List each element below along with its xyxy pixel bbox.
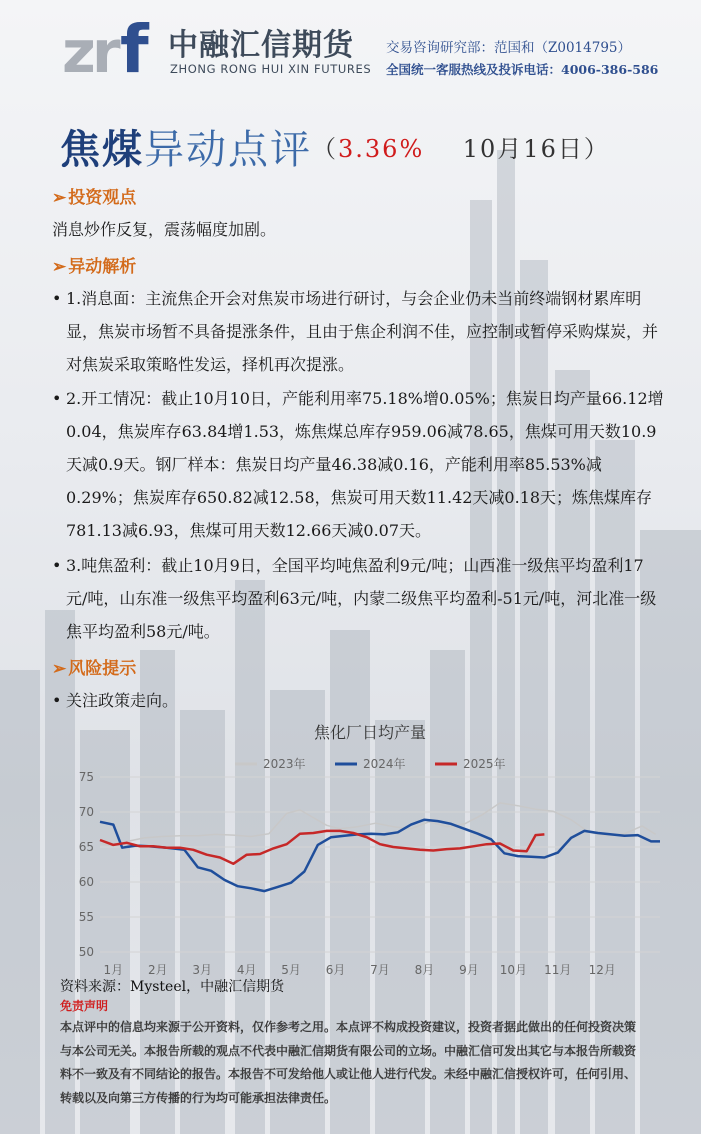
bullet-dot-icon: • (52, 289, 62, 308)
y-tick-label: 65 (78, 840, 94, 854)
dept-contact: 交易咨询研究部：范国和（Z0014795） (386, 40, 632, 56)
x-tick-label: 11月 (544, 963, 572, 977)
arrow-icon: ➢ (52, 257, 67, 277)
legend-label: 2025年 (463, 757, 506, 771)
title-rest: 异动点评 (144, 127, 312, 173)
x-tick-label: 2月 (147, 963, 168, 977)
section-analysis-head: ➢ 异动解析 (52, 257, 137, 277)
analysis-bullet-1: • 1.消息面：主流焦企开会对焦炭市场进行研讨，与会企业仍未当前终端钢材累库明显，焦炭市场暂不具备提涨条件，且由于焦企利润不佳，应控制或暂停采购煤炭，并对焦炭采取策略性发运，择机再次提涨。 (52, 282, 664, 381)
x-tick-label: 9月 (459, 963, 479, 977)
x-tick-label: 3月 (192, 963, 213, 977)
title-close-paren: ） (583, 135, 610, 163)
title-open-paren: （ (312, 135, 338, 163)
svg-text:f: f (120, 12, 149, 78)
y-tick-label: 75 (78, 770, 94, 784)
x-tick-label: 4月 (236, 963, 257, 977)
y-tick-label: 60 (78, 875, 94, 889)
x-tick-label: 10月 (499, 963, 527, 977)
section-view-head: ➢ 投资观点 (52, 188, 137, 208)
bullet-dot-icon: • (52, 691, 62, 710)
chart-svg (60, 712, 680, 982)
arrow-icon: ➢ (52, 659, 67, 679)
series-line (100, 820, 660, 891)
title-product: 焦煤 (60, 127, 144, 173)
y-tick-label: 55 (78, 910, 94, 924)
x-tick-label: 7月 (370, 963, 390, 977)
svg-text:r: r (92, 18, 121, 78)
legend-label: 2024年 (363, 757, 406, 771)
production-chart (60, 712, 680, 982)
x-tick-label: 8月 (414, 963, 435, 977)
series-line (100, 803, 656, 846)
disclaimer-title: 免责声明 (60, 999, 109, 1013)
arrow-icon: ➢ (52, 188, 67, 208)
risk-bullet: • 关注政策走向。 (52, 684, 664, 717)
hotline: 全国统一客服热线及投诉电话：4006-386-586 (386, 62, 659, 77)
y-tick-label: 70 (78, 805, 94, 819)
legend-label: 2023年 (263, 757, 306, 771)
bullet-dot-icon: • (52, 389, 62, 408)
x-tick-label: 5月 (281, 963, 301, 977)
disclaimer-text: 本点评中的信息均来源于公开资料，仅作参考之用。本点评不构成投资建议，投资者据此做出的任何投资决策与本公司无关。本报告所载的观点不代表中融汇信期货有限公司的立场。中融汇信可发出其它与本报告所载资料不一致及有不同结论的报告。本报告不可发给他人或让他人进行代发。未经中融汇信授权许可，任何引用、转载以及向第三方传播的行为均可能承担法律责任。 (60, 1020, 637, 1105)
company-logo-icon (62, 12, 158, 78)
section-risk-head: ➢ 风险提示 (52, 659, 137, 679)
bullet-dot-icon: • (52, 556, 62, 575)
analysis-bullet-3: • 3.吨焦盈利：截止10月9日，全国平均吨焦盈利9元/吨；山西准一级焦平均盈利17元/吨，山东准一级焦平均盈利63元/吨，内蒙二级焦平均盈利-51元/吨，河北准一级焦平均盈利58元/吨。 (52, 549, 664, 648)
chart-title: 焦化厂日均产量 (313, 723, 426, 742)
title-date: 10月16日 (462, 135, 584, 163)
source-note: 资料来源：Mysteel，中融汇信期货 (60, 979, 285, 995)
x-tick-label: 6月 (325, 963, 346, 977)
svg-text:z: z (62, 18, 96, 78)
x-tick-label: 12月 (588, 963, 616, 977)
analysis-bullet-2: • 2.开工情况：截止10月10日，产能利用率75.18%增0.05%；焦炭日均产量66.12增0.04，焦炭库存63.84增1.53，炼焦煤总库存959.06减78.65，焦煤可用天数10.9天减0.9天。钢厂样本：焦炭日均产量46.38减0.16，产能利用率85.53%减0.29%；焦炭库存650.82减12.58，焦炭可用天数11.42天减0.18天；炼焦煤库存781.13减6.93，焦煤可用天数12.66天减0.07天。 (52, 382, 664, 547)
title-change: 3.36% (338, 135, 425, 163)
page-title (60, 118, 610, 175)
y-tick-label: 50 (78, 945, 94, 959)
x-tick-label: 1月 (103, 963, 124, 977)
company-name-en: ZHONG RONG HUI XIN FUTURES (170, 62, 372, 76)
company-name-cn: 中融汇信期货 (168, 28, 354, 63)
view-text: 消息炒作反复，震荡幅度加剧。 (52, 220, 277, 239)
